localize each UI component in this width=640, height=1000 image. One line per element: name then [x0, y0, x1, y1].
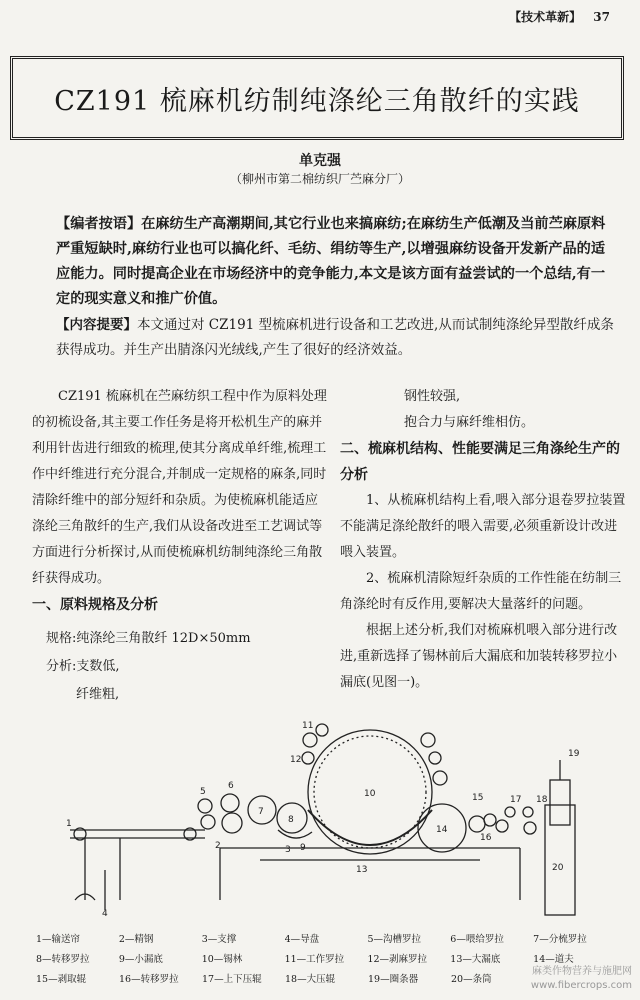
analysis-line-2: 纤维粗,	[76, 687, 120, 702]
title-box	[10, 56, 624, 140]
legend-item: 3—支撑	[201, 934, 237, 945]
fig-num-7: 7	[258, 807, 264, 817]
fig-num-20: 20	[552, 863, 564, 873]
legend-item: 16—转移罗拉	[119, 974, 179, 985]
fig-num-15: 15	[472, 793, 484, 803]
intro-paragraph: CZ191 梳麻机在苎麻纺织工程中作为原料处理的初梳设备,其主要工作任务是将开松机生产的麻并利用针齿进行细致的梳理,使其分离成单纤维,梳理工作中纤维进行充分混合,并制成一定规格的麻条,同时清除纤维中的部分短纤和杂质。为使梳麻机能适应涤纶三角散纤的生产,我们从设备改进至工艺调试等方面进行分析探讨,从而使梳麻机纺制纯涤纶三角散纤获得成功。	[32, 389, 327, 586]
fig-num-4: 4	[102, 909, 108, 919]
stripper-roller	[302, 752, 314, 764]
section-heading-1: 一、原料规格及分析	[32, 597, 158, 613]
stripping-roller	[469, 816, 485, 832]
legend-item: 17—上下压辊	[202, 974, 262, 985]
fig-num-11: 11	[302, 721, 314, 731]
fig-num-16: 16	[480, 833, 492, 843]
large-screen	[308, 810, 432, 845]
legend-item: 18—大压辊	[285, 974, 336, 985]
fig-num-6: 6	[228, 781, 234, 791]
abstract-label: 【内容提要】	[56, 317, 137, 333]
section-header	[501, 8, 610, 25]
legend-row	[36, 950, 616, 970]
legend-item: 15—剥取辊	[36, 974, 87, 985]
machine-diagram	[40, 720, 620, 925]
legend-row	[36, 930, 616, 950]
left-column	[32, 384, 328, 618]
legend-item: 8—转移罗拉	[36, 954, 90, 965]
right-line-1: 钢性较强,	[404, 389, 461, 404]
fig-num-17: 17	[510, 795, 522, 805]
legend-item: 14—道夫	[533, 954, 574, 965]
legend-item: 7—分梳罗拉	[533, 934, 587, 945]
legend-item: 9—小漏底	[118, 954, 163, 965]
legend-item: 6—喂给罗拉	[450, 934, 504, 945]
right-paragraph-1: 1、从梳麻机结构上看,喂入部分退卷罗拉装置不能满足涤纶散纤的喂入需要,必须重新设计改进喂入装置。	[340, 493, 626, 560]
abstract-text: 本文通过对 CZ191 型梳麻机进行设备和工艺改进,从而试制纯涤纶异型散纤成条获得成功。并生产出腈涤闪光绒线,产生了很好的经济效益。	[56, 317, 614, 358]
fig-num-9: 9	[300, 843, 306, 853]
watermark-cn: 麻类作物营养与施肥网	[532, 966, 632, 977]
figure-legend	[36, 930, 616, 990]
fig-num-3: 3	[285, 845, 291, 855]
fig-num-18: 18	[536, 795, 548, 805]
spec-block	[46, 625, 336, 709]
watermark	[531, 965, 632, 993]
fig-num-13: 13	[356, 865, 368, 875]
right-column	[340, 384, 630, 696]
fig-num-19: 19	[568, 749, 580, 759]
editor-note-label: 【编者按语】	[56, 216, 142, 232]
legend-item: 5—沟槽罗拉	[367, 934, 421, 945]
legend-item: 19—圈条器	[368, 974, 419, 985]
watermark-url: www.fibercrops.com	[530, 980, 632, 991]
analysis-line: 分析:支数低,	[46, 659, 120, 674]
right-paragraph-3: 根据上述分析,我们对梳麻机喂入部分进行改进,重新选择了锡林前后大漏底和加装转移罗拉小漏底(见图一)。	[340, 623, 618, 690]
worker-roller	[303, 733, 317, 747]
spec-line: 规格:纯涤纶三角散纤 12D×50mm	[46, 631, 251, 646]
editor-note	[56, 212, 616, 312]
fig-num-12: 12	[290, 755, 302, 765]
page-number: 37	[593, 10, 610, 24]
legend-item: 1—输送帘	[36, 934, 81, 945]
right-line-2: 抱合力与麻纤维相仿。	[404, 415, 535, 430]
legend-item: 2—精钢	[118, 934, 154, 945]
section-heading-2: 二、梳麻机结构、性能要满足三角涤纶生产的分析	[340, 441, 620, 483]
legend-item: 13—大漏底	[450, 954, 501, 965]
section-label: 【技术革新】	[509, 10, 582, 24]
legend-item: 11—工作罗拉	[284, 954, 345, 965]
abstract	[56, 313, 616, 363]
editor-note-text: 在麻纺生产高潮期间,其它行业也来搞麻纺;在麻纺生产低潮及当前苎麻原料严重短缺时,麻纺行业也可以搞化纤、毛纺、绢纺等生产,以增强麻纺设备开发新产品的适应能力。同时提高企业在市场经济中的竞争能力,本文是该方面有益尝试的一个总结,有一定的现实意义和推广价值。	[56, 216, 606, 307]
article-title: CZ191 梳麻机纺制纯涤纶三角散纤的实践	[54, 85, 580, 117]
affiliation: （柳州市第二棉纺织厂苎麻分厂）	[229, 172, 410, 186]
fig-num-8: 8	[288, 815, 294, 825]
legend-item: 20—条筒	[451, 974, 492, 985]
coiler	[550, 780, 570, 825]
legend-item: 4—导盘	[284, 934, 320, 945]
press-roller	[505, 807, 515, 817]
fig-num-10: 10	[364, 789, 376, 799]
grooved-roller	[198, 799, 212, 813]
author: 单克强	[299, 153, 341, 169]
fig-num-5: 5	[200, 787, 206, 797]
feed-roller	[221, 794, 239, 812]
legend-row	[36, 970, 616, 990]
fig-num-1: 1	[66, 819, 72, 829]
fig-num-14: 14	[436, 825, 448, 835]
legend-item: 12—剥麻罗拉	[367, 954, 428, 965]
small-screen	[278, 830, 312, 838]
fig-num-2: 2	[215, 841, 221, 851]
right-paragraph-2: 2、梳麻机清除短纤杂质的工作性能在纺制三角涤纶时有反作用,要解决大量落纤的问题。	[340, 571, 622, 612]
legend-item: 10—锡林	[201, 954, 243, 965]
